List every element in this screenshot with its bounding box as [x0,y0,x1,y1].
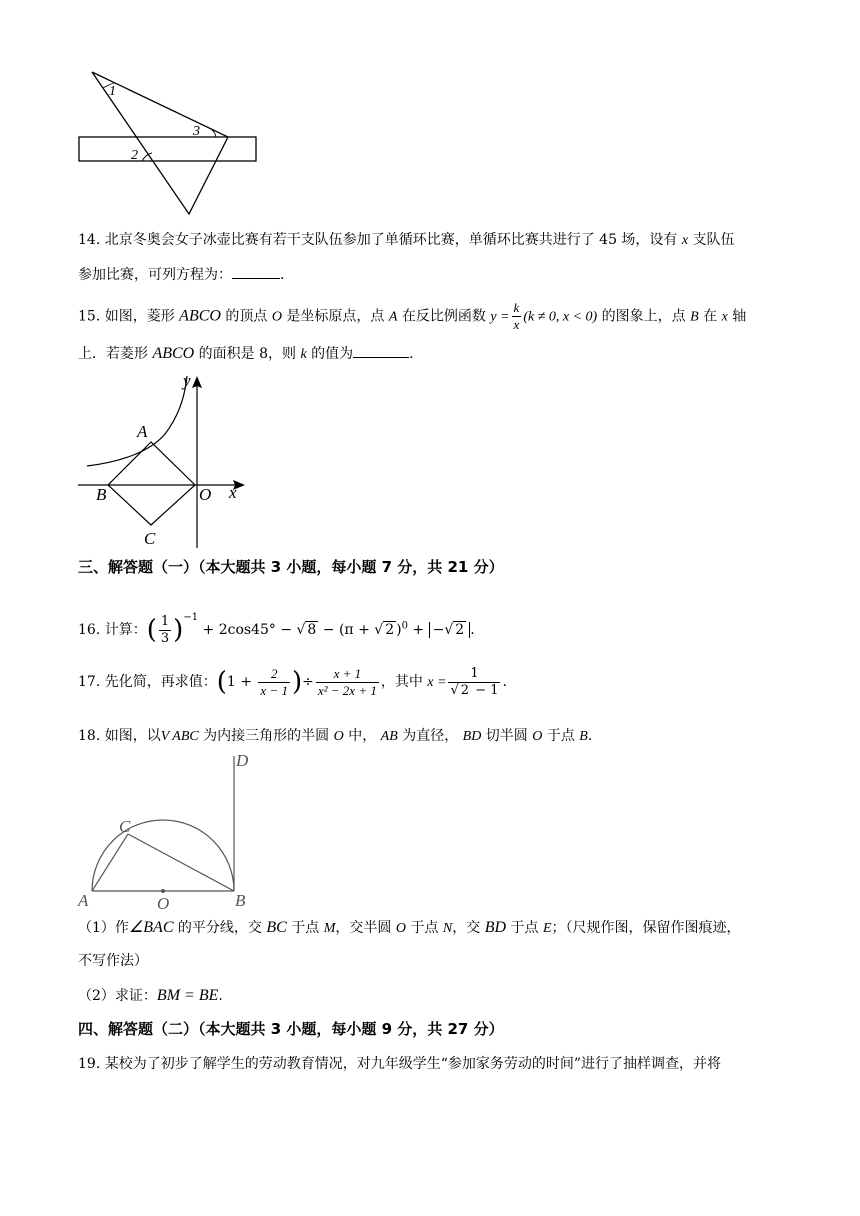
chord-CB [128,834,234,891]
answer-blank[interactable] [353,357,409,358]
question-18-part-1-line-1: （1）作∠BAC 的平分线，交 BC 于点 M，交半圆 O 于点 N，交 BD 于点 E；（尺规作图，保留作图痕迹， [78,919,741,936]
question-14-line-2: 参加比赛，可列方程为： . [78,267,285,283]
question-14-line-1: 14. 北京冬奥会女子冰壶比赛有若干支队伍参加了单循环比赛，单循环比赛共进行了 45 场，设有 x 支队伍 [78,232,735,248]
hyperbola-curve [87,376,187,466]
question-19: 19. 某校为了初步了解学生的劳动教育情况，对九年级学生“参加家务劳动的时间”进行了抽样调查，并将 [78,1056,722,1072]
section-4-heading: 四、解答题（二）（本大题共 3 小题，每小题 9 分，共 27 分） [78,1020,504,1038]
question-16: 16. 计算：( $\frac{1}{3}$ )$^{-1}$ + 2cos45° − √ 8 − (π + √ 2 )$^0$ + −√ 2 . [78,612,475,646]
question-17: 17. 先化简，再求值：(1 + $\frac{2}{x - 1}$ )÷ $\frac{x + 1}{\text{x² − 2x + 1}}$ ，其中 x = $\frac{1}{√ 2 - 1}$ . [78,665,507,698]
question-18-part-1-line-2: 不写作法） [78,953,148,969]
label-D: D [236,751,249,770]
figure-q13 [70,62,270,222]
section-3-heading: 三、解答题（一）（本大题共 3 小题，每小题 7 分，共 21 分） [78,558,504,576]
figure-q18 [72,750,262,910]
rhombus-abco [108,442,195,525]
label-y: y [183,372,191,390]
angle-2-label: 2 [131,148,138,163]
label-B: B [235,891,246,910]
center-O-dot [161,889,165,893]
label-x: x [229,483,237,502]
ruler-rectangle [79,137,256,161]
label-B: B [96,485,107,504]
answer-blank[interactable] [232,278,280,279]
label-O: O [199,485,212,504]
label-C: C [119,817,131,836]
question-15-line-1: 15. 如图，菱形 ABCO 的顶点 O 是坐标原点，点 A 在反比例函数 y = $\frac{k}{x}$ (k ≠ 0, x < 0) 的图象上，点 B 在 x 轴 [78,300,747,332]
label-O: O [157,894,170,910]
question-18: 18. 如图，以V ABC 为内接三角形的半圆 O 中， AB 为直径， BD 切半圆 O 于点 B． [78,728,602,744]
label-C: C [144,529,156,548]
label-A: A [137,422,148,441]
semicircle-arc [92,820,234,891]
figure-q15 [75,372,255,552]
question-18-part-2: （2）求证：BM = BE. [78,987,223,1004]
question-15-line-2: 上．若菱形 ABCO 的面积是 8，则 k 的值为 . [78,345,414,362]
question-number: 14. [78,232,101,248]
label-A: A [78,891,89,910]
angle-1-label: 1 [109,84,116,99]
angle-3-label: 3 [193,124,200,139]
